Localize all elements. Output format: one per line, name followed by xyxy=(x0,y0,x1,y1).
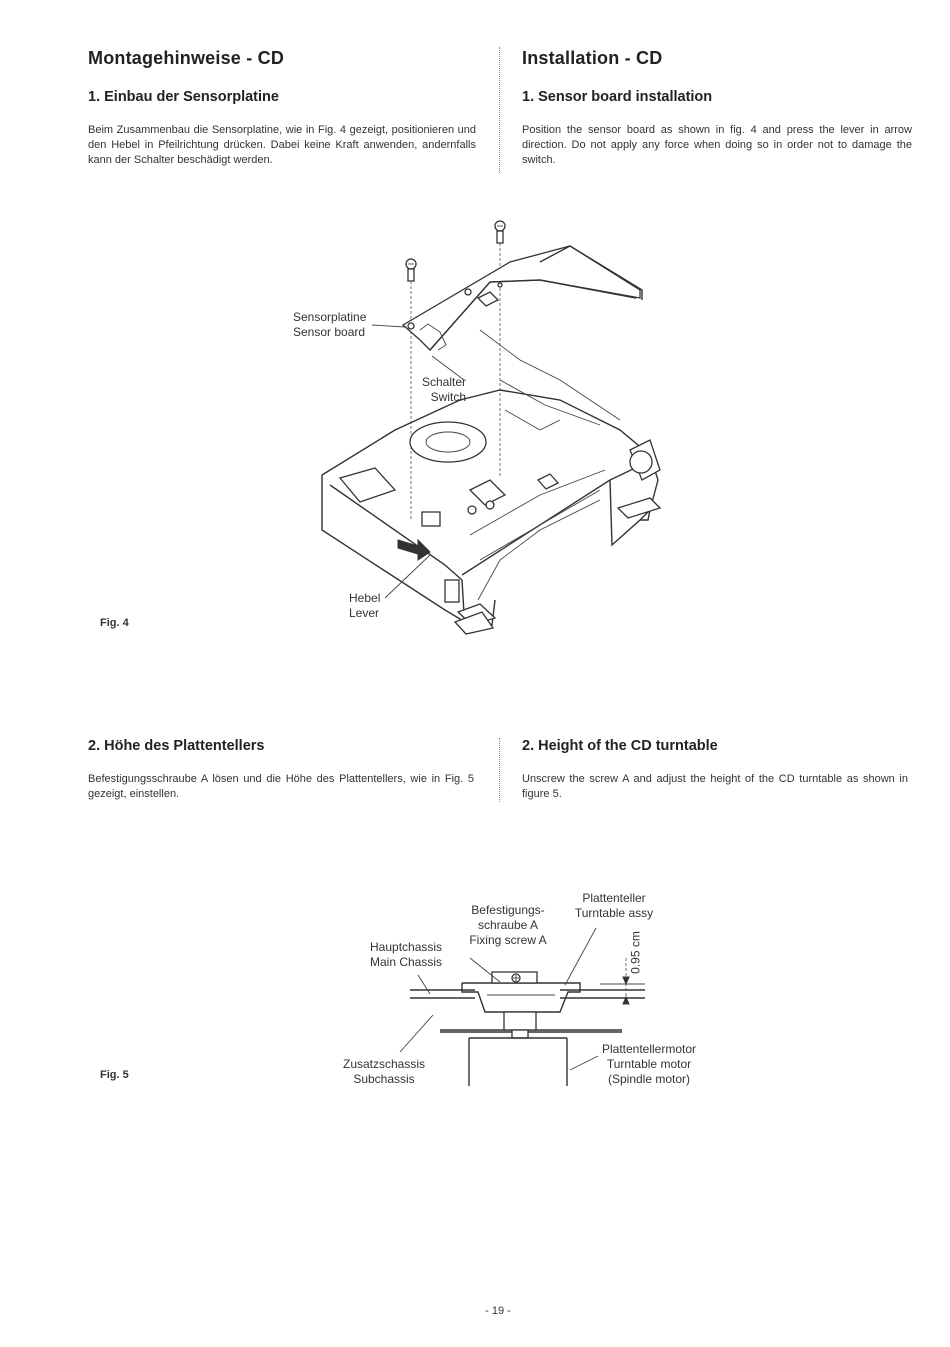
motor-en2: (Spindle motor) xyxy=(607,1072,691,1086)
main-chassis-en: Main Chassis xyxy=(370,955,443,969)
main-chassis-de: Hauptchassis xyxy=(370,940,443,954)
sensor-board-en: Sensor board xyxy=(293,325,366,339)
motor-de: Plattentellermotor xyxy=(601,1042,697,1056)
right-section2-body: Unscrew the screw A and adjust the height of the CD turntable as shown in figure 5. xyxy=(522,773,908,800)
switch-en: Switch xyxy=(430,390,466,404)
subchassis-en: Subchassis xyxy=(353,1072,415,1086)
subchassis xyxy=(440,1012,622,1038)
right-section1-title: 1. Sensor board installation xyxy=(522,89,713,105)
fig4-caption: Fig. 4 xyxy=(100,617,129,629)
lever-de: Hebel xyxy=(349,591,381,605)
fig5-label-subchassis xyxy=(337,1057,431,1087)
left-section2-body: Befestigungsschraube A lösen und die Höhe des Plattentellers, wie in Fig. 5 gezeigt, einstellen. xyxy=(88,773,474,800)
fixing-screw-de-1: Befestigungs- xyxy=(471,903,545,917)
fig5-caption: Fig. 5 xyxy=(100,1069,129,1081)
lever-en: Lever xyxy=(349,606,380,620)
switch-de: Schalter xyxy=(421,375,466,389)
fig5-label-height: 0.95 cm xyxy=(628,931,643,974)
page-number: - 19 - xyxy=(485,1305,511,1317)
left-section2-title: 2. Höhe des Plattentellers xyxy=(88,738,265,754)
fig5-label-turntable xyxy=(569,891,659,921)
fixing-screw-de-2: schraube A xyxy=(477,918,539,932)
fig5-label-fixing-screw xyxy=(462,903,554,948)
turntable-en: Turntable assy xyxy=(574,906,654,920)
left-main-title: Montagehinweise - CD xyxy=(88,48,285,68)
sensor-board-de: Sensorplatine xyxy=(293,310,367,324)
turntable-assy xyxy=(462,972,580,1012)
fixing-screw-en: Fixing screw A xyxy=(469,933,547,947)
motor-en: Turntable motor xyxy=(606,1057,692,1071)
turntable-motor xyxy=(469,1038,567,1086)
fig5-label-main-chassis xyxy=(370,940,442,970)
subchassis-de: Zusatzschassis xyxy=(342,1057,426,1071)
right-section2-title: 2. Height of the CD turntable xyxy=(522,738,718,754)
right-main-title: Installation - CD xyxy=(522,48,663,68)
fig5-label-motor xyxy=(594,1042,704,1087)
turntable-de: Plattenteller xyxy=(582,891,646,905)
left-section1-body: Beim Zusammenbau die Sensorplatine, wie in Fig. 4 gezeigt, positionieren und den Hebel in Pfeilrichtung drücken. Dabei keine Kraft anwenden, andernfalls kann der Schalter beschädigt werden. xyxy=(88,124,476,166)
main-chassis-plate xyxy=(410,990,645,998)
right-section1-body: Position the sensor board as shown in fig. 4 and press the lever in arrow direction. Do not apply any force when doing so in order not to damage the switch. xyxy=(522,124,912,166)
left-section1-title: 1. Einbau der Sensorplatine xyxy=(88,89,279,105)
